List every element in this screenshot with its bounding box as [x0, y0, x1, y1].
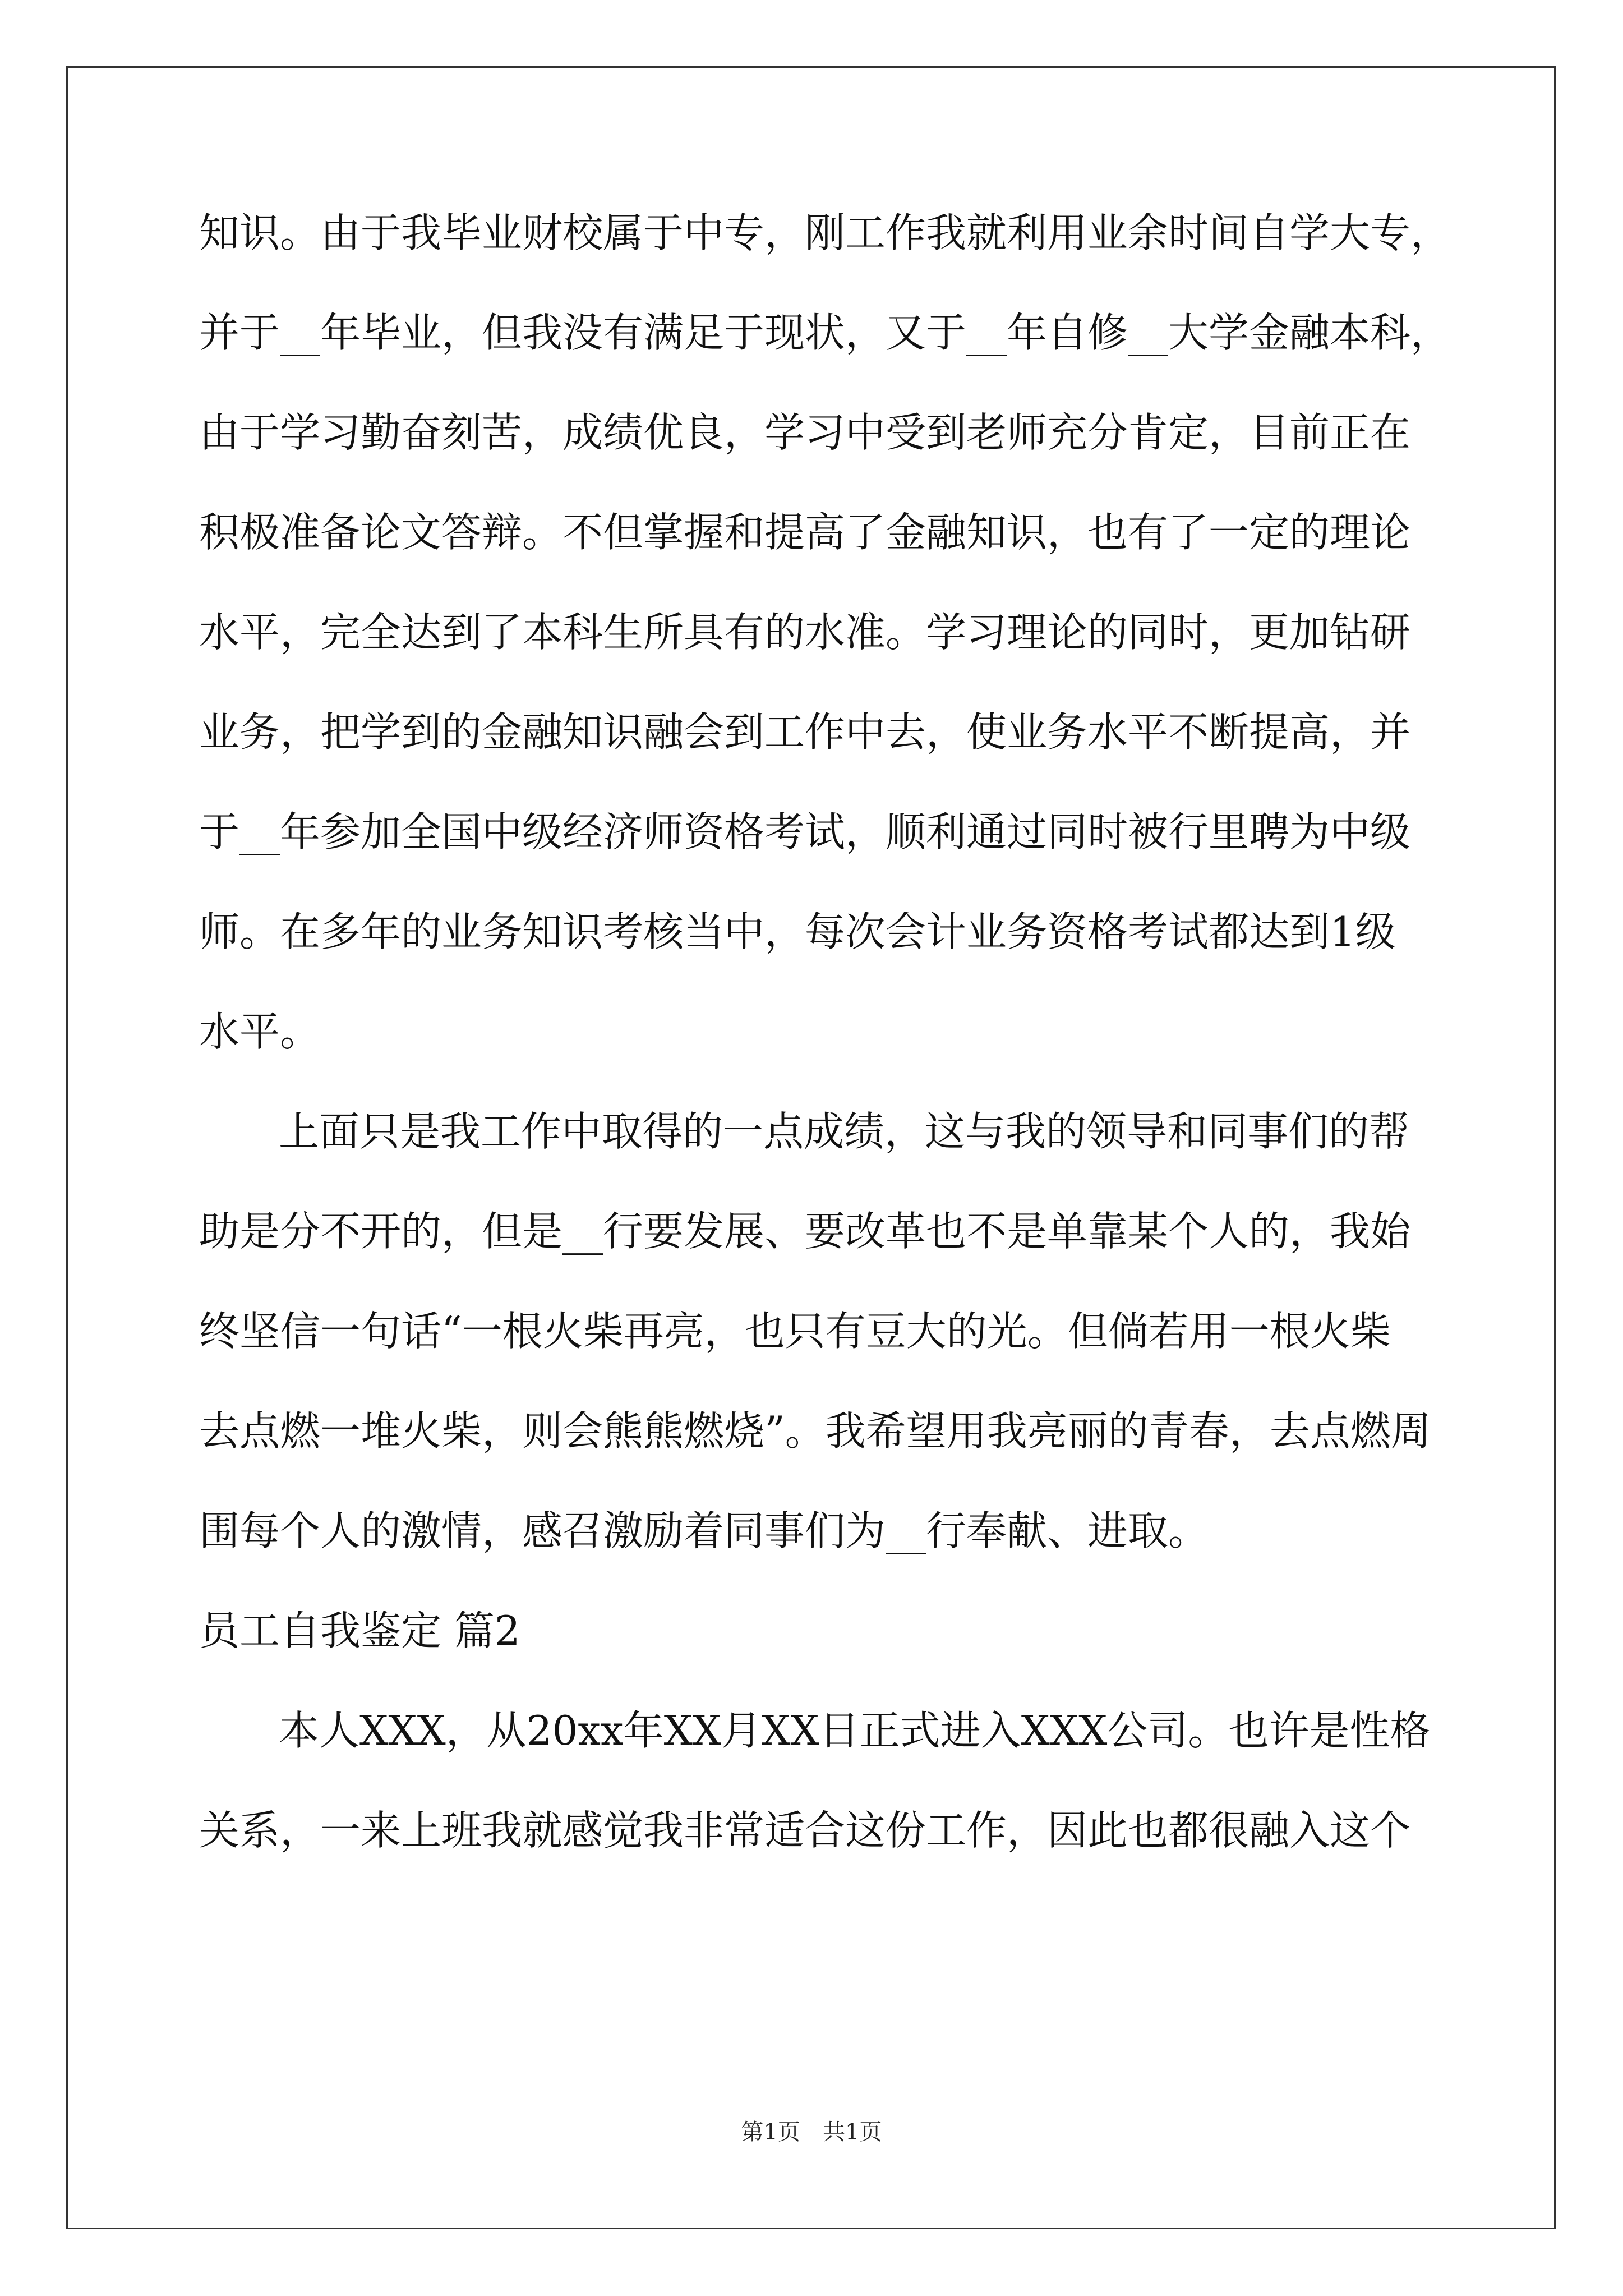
body-line: 于__年参加全国中级经济师资格考试，顺利通过同时被行里聘为中级 [199, 808, 1411, 855]
page-number-footer: 第1页 共1页 [741, 2119, 882, 2145]
body-line: 积极准备论文答辩。不但掌握和提高了金融知识，也有了一定的理论 [199, 509, 1411, 556]
body-line: 水平，完全达到了本科生所具有的水准。学习理论的同时，更加钻研 [199, 609, 1411, 656]
body-line: 助是分不开的，但是__行要发展、要改革也不是单靠某个人的，我始 [199, 1208, 1411, 1255]
body-line: 业务，把学到的金融知识融会到工作中去，使业务水平不断提高，并 [199, 708, 1411, 756]
body-line: 关系，一来上班我就感觉我非常适合这份工作，因此也都很融入这个 [199, 1807, 1411, 1854]
body-line: 师。在多年的业务知识考核当中，每次会计业务资格考试都达到1级 [199, 908, 1396, 955]
body-line: 去点燃一堆火柴，则会熊熊燃烧”。我希望用我亮丽的青春，去点燃周 [199, 1407, 1431, 1455]
body-line: 水平。 [199, 1008, 321, 1055]
body-line: 本人XXX，从20xx年XX月XX日正式进入XXX公司。也许是性格 [279, 1707, 1431, 1754]
body-line: 终坚信一句话“一根火柴再亮，也只有豆大的光。但倘若用一根火柴 [199, 1308, 1391, 1355]
body-line: 上面只是我工作中取得的一点成绩，这与我的领导和同事们的帮 [279, 1108, 1410, 1155]
body-line: 围每个人的激情，感召激励着同事们为__行奉献、进取。 [199, 1507, 1209, 1554]
body-line: 并于__年毕业，但我没有满足于现状，又于__年自修__大学金融本科， [199, 309, 1451, 356]
body-line: 知识。由于我毕业财校属于中专，刚工作我就利用业余时间自学大专， [199, 209, 1451, 256]
section-heading: 员工自我鉴定 篇2 [199, 1607, 520, 1654]
body-line: 由于学习勤奋刻苦，成绩优良，学习中受到老师充分肯定，目前正在 [199, 409, 1411, 456]
